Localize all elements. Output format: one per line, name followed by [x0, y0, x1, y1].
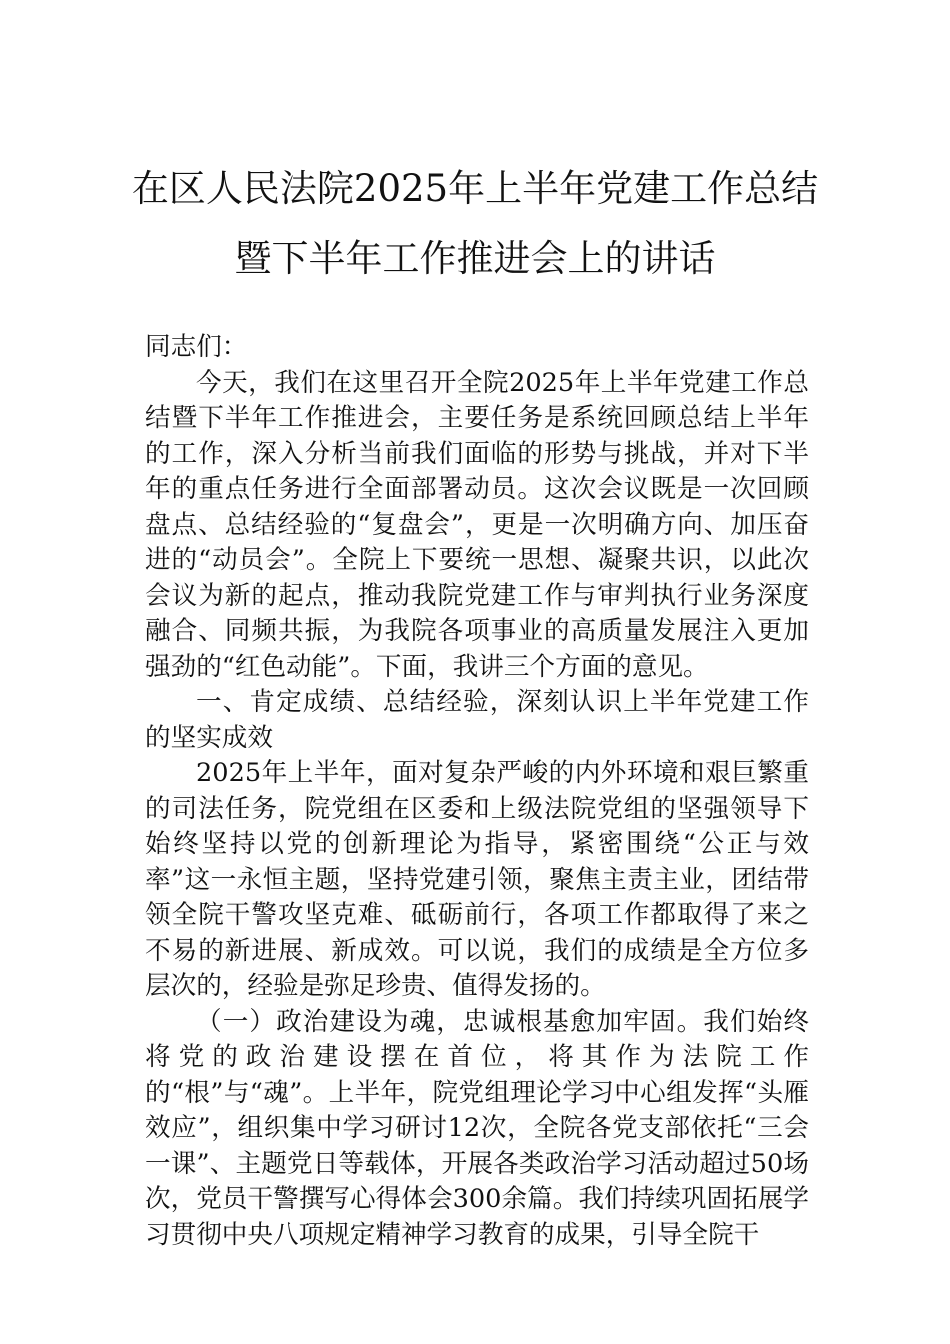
section-heading-1: 一、肯定成绩、总结经验，深刻认识上半年党建工作的坚实成效 [145, 687, 809, 753]
salutation: 同志们： [145, 332, 248, 362]
document-body [145, 330, 809, 1253]
paragraph-intro: 今天，我们在这里召开全院2025年上半年党建工作总结暨下半年工作推进会，主要任务是系统回顾总结上半年的工作，深入分析当前我们面临的形势与挑战，并对下半年的重点任务进行全面部署动员。这次会议既是一次回顾盘点、总结经验的“复盘会”，更是一次明确方向、加压奋进的“动员会”。全院上下要统一思想、凝聚共识，以此次会议为新的起点，推动我院党建工作与审判执行业务深度融合、同频共振，为我院各项事业的高质量发展注入更加强劲的“红色动能”。下面，我讲三个方面的意见。 [145, 367, 809, 682]
document-title-line-1: 在区人民法院2025年上半年党建工作总结 [131, 167, 819, 210]
paragraph-summary: 2025年上半年，面对复杂严峻的内外环境和艰巨繁重的司法任务，院党组在区委和上级法院党组的坚强领导下始终坚持以党的创新理论为指导，紧密围绕“公正与效率”这一永恒主题，坚持党建引领，聚焦主责主业，团结带领全院干警攻坚克难、砥砺前行，各项工作都取得了来之不易的新进展、新成效。可以说，我们的成绩是全方位多层次的，经验是弥足珍贵、值得发扬的。 [145, 758, 809, 1001]
paragraph-political-building: （一）政治建设为魂，忠诚根基愈加牢固。我们始终将党的政治建设摆在首位，将其作为法院工作的“根”与“魂”。上半年，院党组理论学习中心组发挥“头雁效应”，组织集中学习研讨12次，全院各党支部依托“三会一课”、主题党日等载体，开展各类政治学习活动超过50场次，党员干警撰写心得体会300余篇。我们持续巩固拓展学习贯彻中央八项规定精神学习教育的成果，引导全院干 [145, 1006, 809, 1250]
document-title-line-2: 暨下半年工作推进会上的讲话 [234, 237, 716, 280]
